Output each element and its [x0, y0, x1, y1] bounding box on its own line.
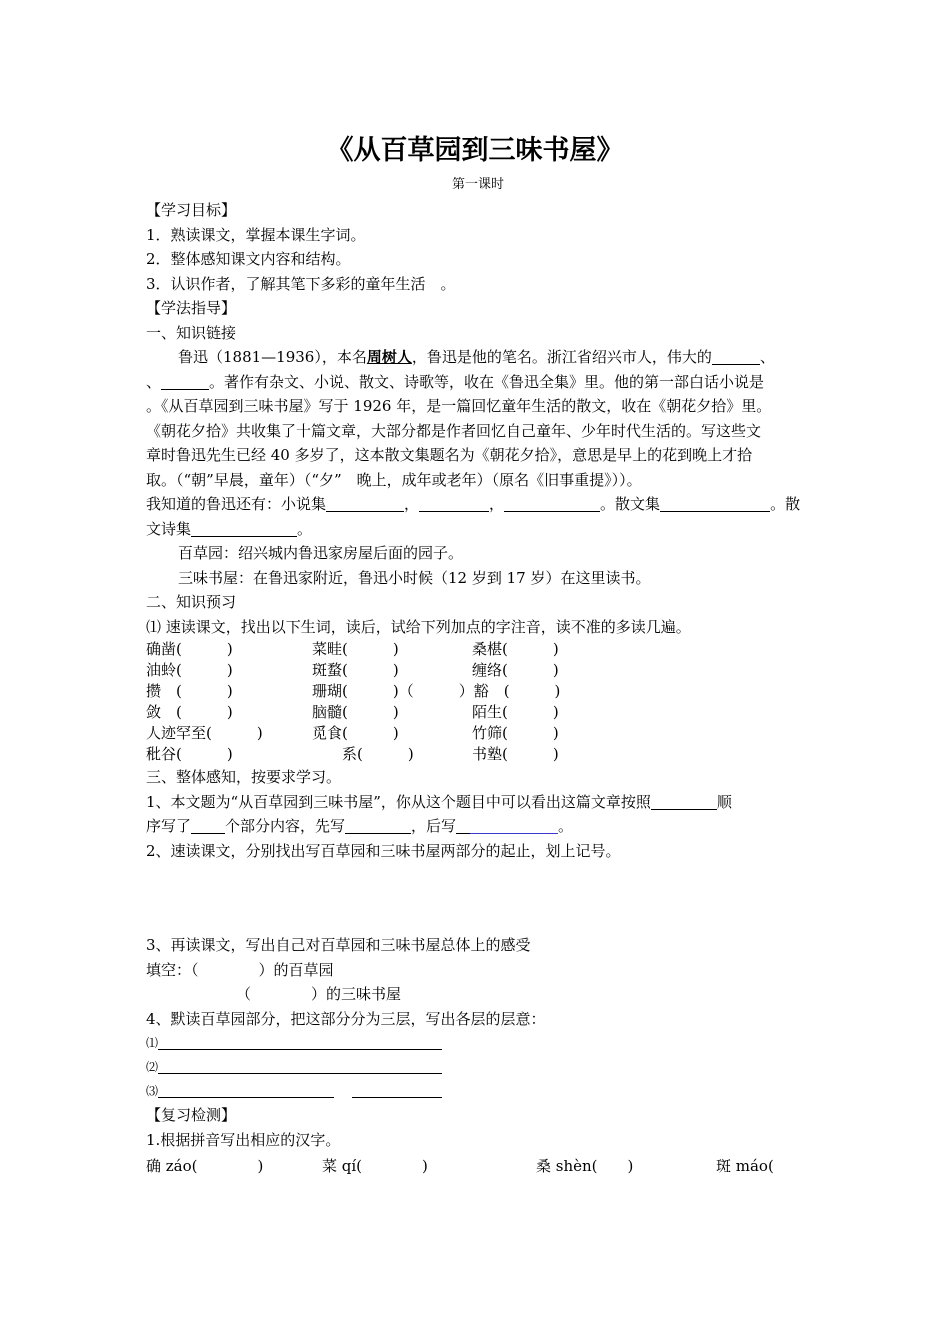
- blank-field[interactable]: [161, 374, 209, 390]
- vocab-item: 珊瑚( )（ ）豁 ( ): [312, 682, 561, 700]
- vocab-item: 油蛉( ): [146, 661, 233, 679]
- author-real-name: 周树人: [366, 348, 412, 366]
- text: 1、本文题为“从百草园到三味书屋”，你从这个题目中可以看出这篇文章按照: [146, 792, 651, 811]
- goal-item-1: 1．熟读课文，掌握本课生字词。: [146, 225, 366, 244]
- text: 、: [146, 372, 162, 391]
- blank-field[interactable]: [504, 496, 600, 512]
- text: 。散: [770, 495, 801, 513]
- text: 我知道的鲁迅还有：小说集: [146, 495, 327, 513]
- pinyin-item: 确 záo( ): [146, 1157, 264, 1175]
- knowledge-paragraph-line-1: [146, 345, 810, 370]
- question-3: 3、再读课文，写出自己对百草园和三味书屋总体上的感受: [146, 936, 531, 954]
- review-heading: 【复习检测】: [146, 1106, 237, 1124]
- blank-field[interactable]: [352, 1082, 442, 1098]
- review-question-1: 1.根据拼音写出相应的汉字。: [146, 1130, 341, 1149]
- layer-number: ⑵: [146, 1060, 159, 1074]
- lu-xun-works-line: [146, 492, 810, 517]
- pinyin-item: 菜 qí( ): [322, 1157, 428, 1175]
- vocab-row: [146, 639, 810, 660]
- goal-item-2: 2．整体感知课文内容和结构。: [146, 250, 351, 268]
- vocab-item: 脑髓( ): [312, 703, 399, 721]
- question-1-line-1: [146, 790, 810, 815]
- document-subtitle: 第一课时: [451, 177, 504, 192]
- blank-field[interactable]: [191, 818, 225, 834]
- vocab-row: [146, 681, 810, 702]
- text: ，: [404, 495, 420, 513]
- document-title: 《从百草园到三味书屋》: [326, 135, 624, 166]
- text: 。著作有杂文、小说、散文、诗歌等，收在《鲁迅全集》里。他的第一部白话小说是: [209, 372, 765, 391]
- blank-field[interactable]: [470, 818, 558, 834]
- text: 文诗集: [146, 519, 192, 538]
- text: 。: [558, 817, 574, 835]
- question-4: 4、默读百草园部分，把这部分分为三层，写出各层的层意：: [146, 1009, 546, 1028]
- text: ，鲁迅是他的笔名。浙江省绍兴市人，伟大的: [411, 348, 712, 366]
- vocab-item: 确凿( ): [146, 640, 233, 658]
- text: 、: [759, 348, 775, 366]
- blank-field[interactable]: [191, 521, 297, 537]
- vocab-item: 桑椹( ): [472, 640, 559, 658]
- layer-line-1: [146, 1031, 810, 1055]
- document-body: [146, 130, 810, 1180]
- baicaoyuan-note: 百草园：绍兴城内鲁迅家房屋后面的园子。: [178, 544, 464, 562]
- vocab-item: 人迹罕至( ): [146, 724, 263, 742]
- vocab-item: 斑蝥( ): [312, 661, 399, 679]
- layer-line-3: [146, 1079, 810, 1103]
- pinyin-row: [146, 1152, 810, 1180]
- blank-field[interactable]: [651, 794, 717, 810]
- vocab-row: [146, 723, 810, 744]
- layer-line-2: [146, 1055, 810, 1079]
- overall-heading: 三、整体感知，按要求学习。: [146, 768, 342, 786]
- goals-heading: 【学习目标】: [146, 201, 237, 219]
- vocab-item: 攒 ( ): [146, 682, 233, 700]
- vocab-row: [146, 744, 810, 765]
- vocab-item: 陌生( ): [472, 703, 559, 721]
- text: 序写了: [146, 817, 192, 835]
- vocab-item: 菜畦( ): [312, 640, 399, 658]
- vocab-item: 缠络( ): [472, 661, 559, 679]
- blank-field[interactable]: [660, 496, 770, 512]
- question-1-line-2: [146, 814, 810, 839]
- text: ，: [489, 495, 505, 513]
- vocab-row: [146, 660, 810, 681]
- guide-heading: 【学法指导】: [146, 299, 237, 317]
- pinyin-item: 桑 shèn( ): [536, 1157, 634, 1175]
- vocab-item: 系( ): [312, 745, 414, 763]
- sanwei-shuwu-note: 三味书屋：在鲁迅家附近，鲁迅小时候（12 岁到 17 岁）在这里读书。: [178, 568, 651, 587]
- text: 顺: [716, 792, 732, 811]
- vocab-item: 觅食( ): [312, 724, 399, 742]
- knowledge-paragraph-line-5: 章时鲁迅先生已经 40 多岁了，这本散文集题名为《朝花夕拾》，意思是早上的花到晚上才拾: [146, 446, 753, 464]
- vocab-item: 竹筛( ): [472, 724, 559, 742]
- blank-field[interactable]: [158, 1082, 334, 1098]
- question-2: 2、速读课文，分别找出写百草园和三味书屋两部分的起止，划上记号。: [146, 841, 621, 860]
- blank-field[interactable]: [419, 496, 489, 512]
- preview-heading: 二、知识预习: [146, 593, 237, 611]
- pinyin-item: 斑 máo(: [716, 1157, 774, 1175]
- vocab-row: [146, 702, 810, 723]
- vocab-item: 秕谷( ): [146, 745, 233, 763]
- knowledge-paragraph-line-2: [146, 370, 810, 395]
- blank-field[interactable]: [345, 818, 411, 834]
- answer-space[interactable]: [146, 863, 810, 933]
- vocab-item: 书塾( ): [472, 745, 559, 763]
- blank-field[interactable]: [712, 349, 760, 365]
- vocab-item: 敛 ( ): [146, 703, 233, 721]
- preview-instruction: ⑴ 速读课文，找出以下生词，读后，试给下列加点的字注音，读不准的多读几遍。: [146, 617, 691, 636]
- vocabulary-grid: [146, 639, 810, 765]
- knowledge-paragraph-line-4: 《朝花夕拾》共收集了十篇文章，大部分都是作者回忆自己童年、少年时代生活的。写这些文: [146, 421, 762, 440]
- layer-number: ⑶: [146, 1084, 159, 1098]
- fill-baicaoyuan: 填空：（ ）的百草园: [146, 960, 334, 979]
- layer-number: ⑴: [146, 1036, 159, 1050]
- prose-poem-line: [146, 517, 810, 542]
- blank-field[interactable]: [158, 1058, 442, 1074]
- blank-field[interactable]: [456, 818, 470, 834]
- goal-item-3: 3．认识作者，了解其笔下多彩的童年生活 。: [146, 274, 456, 293]
- text: 。: [297, 519, 313, 538]
- text: ，后写: [411, 817, 457, 835]
- knowledge-paragraph-line-3: 。《从百草园到三味书屋》写于 1926 年，是一篇回忆童年生活的散文，收在《朝花夕拾》里。: [146, 397, 772, 415]
- knowledge-heading: 一、知识链接: [146, 323, 237, 342]
- knowledge-paragraph-line-6: 取。（“朝”早晨，童年）（“夕” 晚上，成年或老年）（原名《旧事重提》））。: [146, 470, 642, 489]
- fill-sanwei-shuwu: （ ）的三味书屋: [236, 985, 402, 1003]
- text: 鲁迅（1881—1936），本名: [178, 348, 367, 366]
- text: 。散文集: [600, 495, 661, 513]
- blank-field[interactable]: [326, 496, 404, 512]
- blank-field[interactable]: [158, 1034, 442, 1050]
- text: 个部分内容，先写: [225, 817, 346, 835]
